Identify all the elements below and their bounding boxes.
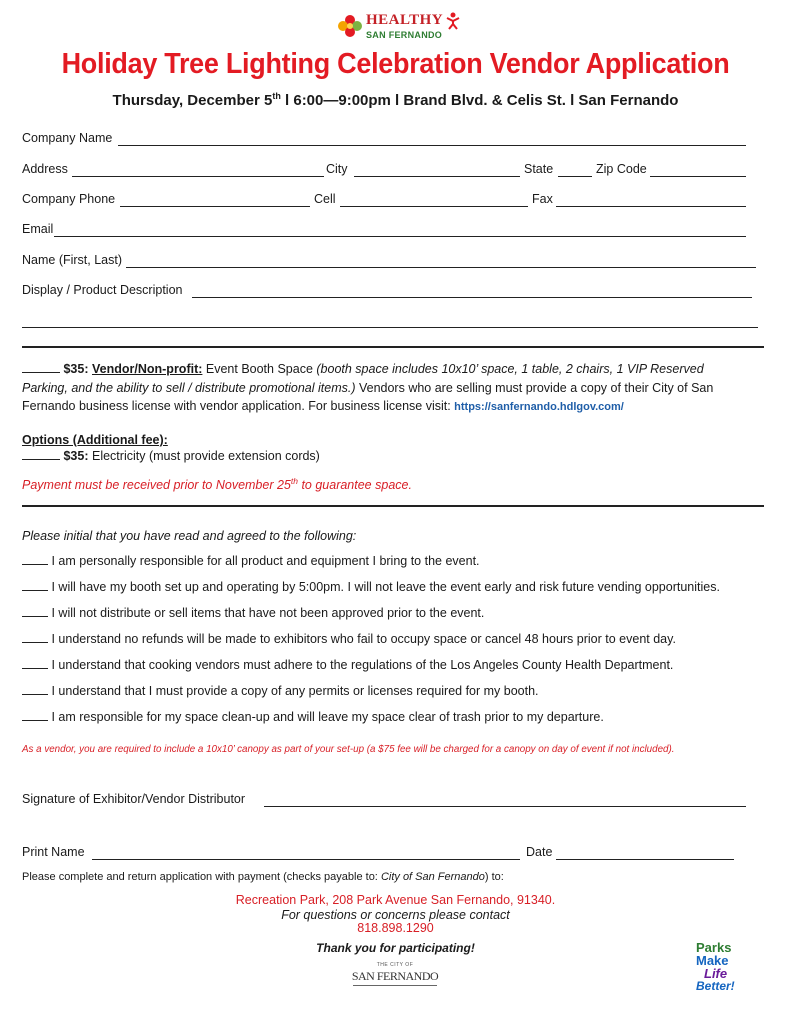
agreement-item [22, 631, 676, 646]
agreement-item [22, 683, 539, 698]
display-description-field[interactable] [192, 297, 752, 298]
company-name-field[interactable] [118, 145, 746, 146]
email-field[interactable] [54, 236, 746, 237]
agreement-item [22, 605, 484, 620]
city-label: City [326, 162, 348, 176]
parks-make-life-better-logo [694, 940, 754, 1000]
figure-icon [446, 12, 460, 30]
better-word: Better! [696, 979, 735, 993]
vendor-booth-option [22, 360, 742, 417]
vendor-type: Vendor/Non-profit: [92, 362, 203, 376]
signature-field[interactable] [264, 806, 746, 807]
city-logo-small-text: THE CITY OF [376, 962, 414, 968]
fax-field[interactable] [556, 206, 746, 207]
city-of-san-fernando-logo [349, 962, 441, 992]
vendor-price: $35: [63, 362, 89, 376]
return-address: Recreation Park, 208 Park Avenue San Fernando, 91340. [235, 893, 556, 907]
vendor-space-note: (booth space includes 10x10’ space, 1 table, 2 chairs, 1 VIP Reserved Parking, and the ability to sell / distribute promotional items.) [22, 362, 704, 395]
date-label: Date [526, 845, 553, 859]
email-label: Email [22, 222, 54, 236]
company-name-label: Company Name [22, 131, 113, 145]
address-field[interactable] [72, 176, 324, 177]
return-instructions [22, 868, 742, 887]
return-text-end: ) to: [484, 871, 504, 883]
initial-field[interactable] [22, 683, 48, 695]
agreement-item [22, 709, 604, 724]
questions-text: For questions or concerns please contact [281, 908, 510, 922]
payment-deadline-note [22, 472, 742, 495]
agreement-text: I will have my booth set up and operating by 5:00pm. I will not leave the event early and risk future vending opportunities. [51, 580, 720, 594]
agreement-item [22, 553, 480, 568]
date-field[interactable] [556, 859, 734, 860]
electricity-option [22, 447, 742, 466]
electricity-initial-field[interactable] [22, 448, 60, 460]
city-logo-underline [353, 985, 437, 986]
vendor-requirement: Vendors who are selling must provide a copy of their City of San Fernando business license with vendor application. For business license visit: [22, 380, 714, 413]
agreement-item [22, 579, 720, 594]
initial-field[interactable] [22, 657, 48, 669]
print-name-field[interactable] [92, 859, 520, 860]
cell-label: Cell [314, 192, 336, 206]
agreement-text: I am responsible for my space clean-up and will leave my space clear of trash prior to my departure. [51, 710, 604, 724]
display-description-label: Display / Product Description [22, 283, 183, 297]
initial-field[interactable] [22, 709, 48, 721]
canopy-note: As a vendor, you are required to include a 10x10’ canopy as part of your set-up (a $75 fee will be charged for a canopy on day of event if not included). [22, 744, 675, 755]
payment-note-suffix: th [290, 476, 298, 486]
section-divider [22, 346, 764, 348]
company-phone-field[interactable] [120, 206, 310, 207]
display-description-field-line2[interactable] [22, 327, 758, 328]
logo-text-healthy: HEALTHY [366, 12, 444, 28]
event-date: Thursday, December 5 [112, 92, 273, 109]
healthy-san-fernando-logo [336, 10, 476, 46]
zip-code-field[interactable] [650, 176, 746, 177]
vendor-booth-initial-field[interactable] [22, 361, 60, 373]
electricity-price: $35: [63, 449, 89, 463]
event-info [0, 91, 791, 109]
parks-word: Parks [696, 940, 732, 955]
event-date-suffix: th [272, 91, 281, 101]
print-name-label: Print Name [22, 845, 85, 859]
state-field[interactable] [558, 176, 592, 177]
contact-phone: 818.898.1290 [357, 921, 434, 935]
business-license-link[interactable]: https://sanfernando.hdlgov.com/ [454, 401, 624, 413]
address-label: Address [22, 162, 68, 176]
initial-field[interactable] [22, 605, 48, 617]
agreement-text: I am personally responsible for all product and equipment I bring to the event. [51, 554, 480, 568]
agreement-text: I understand no refunds will be made to exhibitors who fail to occupy space or cancel 48 hours prior to event day. [51, 632, 676, 646]
section-divider-2 [22, 505, 764, 507]
agreement-text: I understand that cooking vendors must adhere to the regulations of the Los Angeles County Health Department. [51, 658, 674, 672]
initial-field[interactable] [22, 553, 48, 565]
return-text: Please complete and return application with payment (checks payable to: [22, 871, 381, 883]
initial-field[interactable] [22, 631, 48, 643]
make-word: Make [696, 953, 729, 968]
payment-note-end: to guarantee space. [297, 478, 412, 493]
signature-label: Signature of Exhibitor/Vendor Distributor [22, 792, 246, 806]
electricity-text: Electricity (must provide extension cords) [88, 449, 320, 463]
life-word: Life [704, 966, 728, 981]
vendor-space: Event Booth Space [202, 362, 317, 376]
city-field[interactable] [354, 176, 520, 177]
agreement-text: I will not distribute or sell items that have not been approved prior to the event. [51, 606, 485, 620]
initial-field[interactable] [22, 579, 48, 591]
event-time-location: l 6:00—9:00pm l Brand Blvd. & Celis St. l San Fernando [280, 92, 679, 109]
name-label: Name (First, Last) [22, 253, 123, 267]
agreement-intro: Please initial that you have read and agreed to the following: [22, 529, 357, 543]
cell-field[interactable] [340, 206, 528, 207]
fax-label: Fax [532, 192, 553, 206]
city-logo-main-text: SAN FERNANDO [351, 969, 439, 983]
payee: City of San Fernando [380, 871, 485, 883]
agreement-item [22, 657, 673, 672]
company-phone-label: Company Phone [22, 192, 116, 206]
flower-icon [336, 12, 364, 42]
payment-note-text: Payment must be received prior to November 25 [22, 478, 291, 493]
zip-code-label: Zip Code [596, 162, 647, 176]
name-field[interactable] [126, 267, 756, 268]
options-heading-text: Options (Additional fee): [22, 433, 168, 447]
page-title: Holiday Tree Lighting Celebration Vendor Application [61, 48, 730, 80]
state-label: State [524, 162, 554, 176]
thank-you-text: Thank you for participating! [316, 941, 475, 955]
logo-text-san-fernando: SAN FERNANDO [366, 30, 443, 40]
agreement-text: I understand that I must provide a copy of any permits or licenses required for my booth. [51, 684, 539, 698]
